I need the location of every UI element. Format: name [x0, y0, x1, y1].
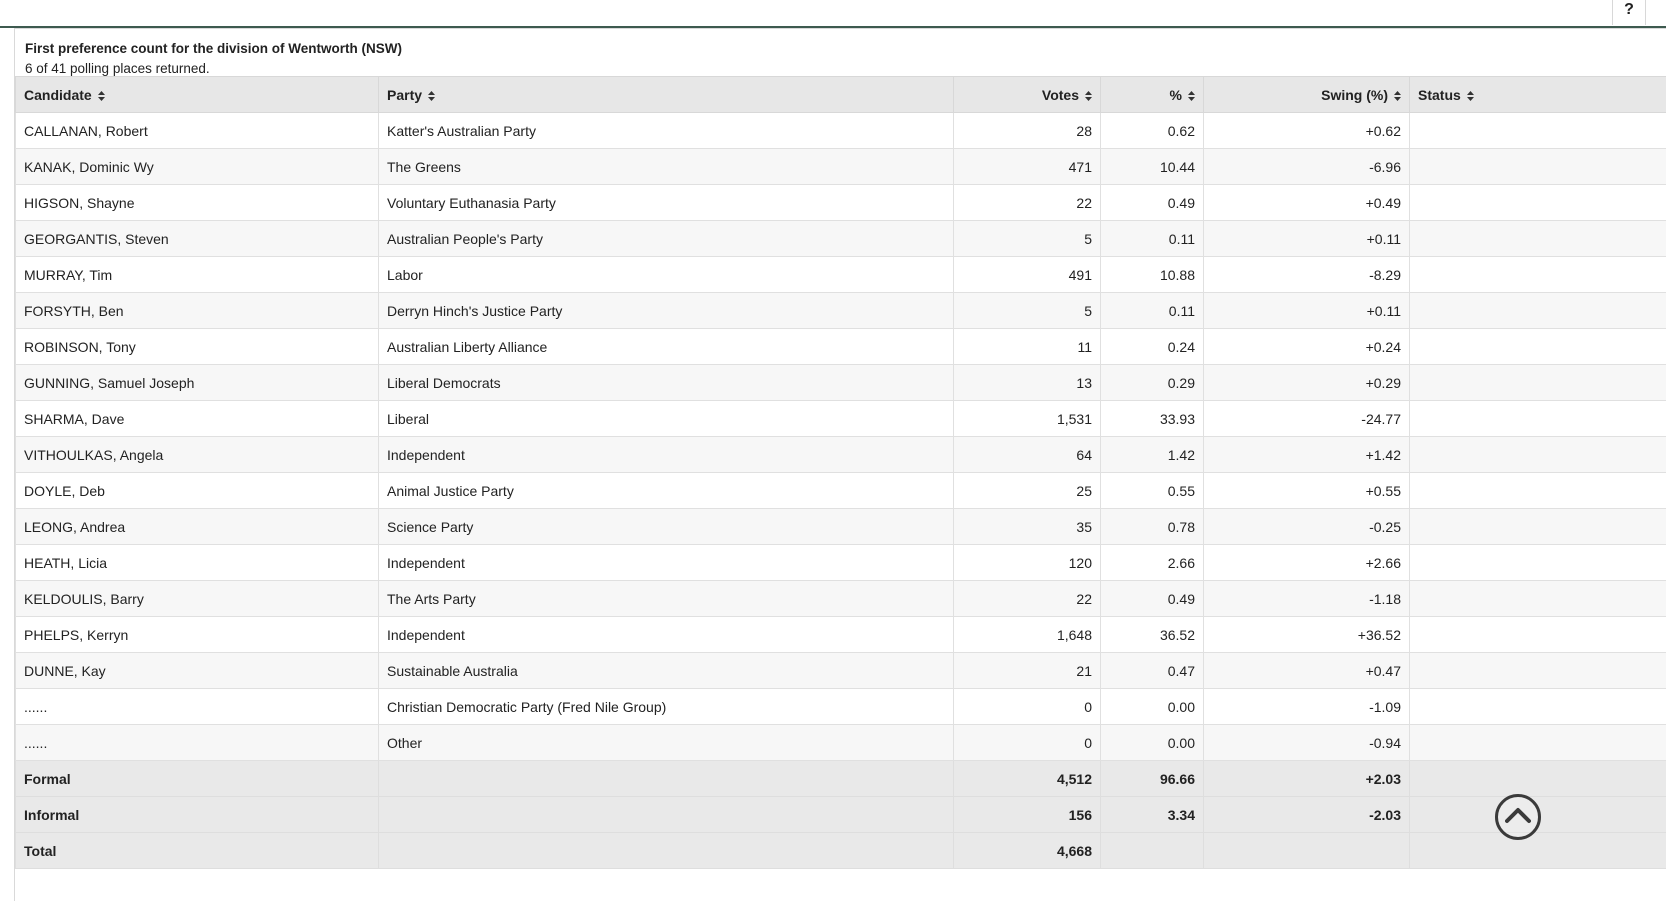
swing-cell: +0.11	[1204, 221, 1410, 257]
percent-cell: 96.66	[1101, 761, 1204, 797]
candidate-cell: ......	[16, 725, 379, 761]
first-preference-table	[15, 76, 1666, 869]
percent-cell: 3.34	[1101, 797, 1204, 833]
party-cell	[379, 797, 954, 833]
votes-cell: 22	[954, 581, 1101, 617]
table-title: First preference count for the division of Wentworth (NSW)	[25, 39, 1657, 59]
percent-cell: 0.49	[1101, 185, 1204, 221]
percent-cell: 36.52	[1101, 617, 1204, 653]
summary-row	[16, 833, 1666, 869]
status-cell	[1410, 401, 1666, 437]
chevron-up-icon	[1505, 806, 1531, 824]
votes-cell: 22	[954, 185, 1101, 221]
candidate-cell: KELDOULIS, Barry	[16, 581, 379, 617]
votes-cell: 28	[954, 113, 1101, 149]
votes-cell: 0	[954, 725, 1101, 761]
sort-icon	[1394, 91, 1401, 101]
candidate-cell: SHARMA, Dave	[16, 401, 379, 437]
column-header-swing[interactable]: Swing (%)	[1204, 77, 1410, 113]
table-row	[16, 257, 1666, 293]
percent-cell: 0.62	[1101, 113, 1204, 149]
table-row	[16, 581, 1666, 617]
votes-cell: 471	[954, 149, 1101, 185]
table-row	[16, 185, 1666, 221]
swing-cell	[1204, 833, 1410, 869]
votes-cell: 156	[954, 797, 1101, 833]
table-row	[16, 329, 1666, 365]
table-row	[16, 653, 1666, 689]
votes-cell: 491	[954, 257, 1101, 293]
swing-cell: +0.24	[1204, 329, 1410, 365]
candidate-cell: Informal	[16, 797, 379, 833]
top-bar	[0, 0, 1666, 28]
party-cell: Labor	[379, 257, 954, 293]
table-row	[16, 437, 1666, 473]
candidate-cell: HIGSON, Shayne	[16, 185, 379, 221]
swing-cell: +1.42	[1204, 437, 1410, 473]
percent-cell	[1101, 833, 1204, 869]
status-cell	[1410, 509, 1666, 545]
party-cell: Independent	[379, 545, 954, 581]
table-row	[16, 113, 1666, 149]
candidate-cell: HEATH, Licia	[16, 545, 379, 581]
votes-cell: 25	[954, 473, 1101, 509]
swing-cell: -6.96	[1204, 149, 1410, 185]
candidate-cell: DOYLE, Deb	[16, 473, 379, 509]
sort-icon	[98, 91, 105, 101]
votes-cell: 1,531	[954, 401, 1101, 437]
candidate-cell: KANAK, Dominic Wy	[16, 149, 379, 185]
candidate-cell: ......	[16, 689, 379, 725]
candidate-cell: FORSYTH, Ben	[16, 293, 379, 329]
votes-cell: 64	[954, 437, 1101, 473]
swing-cell: -1.09	[1204, 689, 1410, 725]
candidate-cell: LEONG, Andrea	[16, 509, 379, 545]
column-header-candidate[interactable]: Candidate	[16, 77, 379, 113]
status-cell	[1410, 221, 1666, 257]
status-cell	[1410, 293, 1666, 329]
swing-cell: -2.03	[1204, 797, 1410, 833]
status-cell	[1410, 257, 1666, 293]
sort-icon	[1467, 91, 1474, 101]
percent-cell: 0.11	[1101, 221, 1204, 257]
percent-cell: 1.42	[1101, 437, 1204, 473]
candidate-cell: GUNNING, Samuel Joseph	[16, 365, 379, 401]
status-cell	[1410, 113, 1666, 149]
table-row	[16, 725, 1666, 761]
status-cell	[1410, 617, 1666, 653]
percent-cell: 0.24	[1101, 329, 1204, 365]
candidate-cell: VITHOULKAS, Angela	[16, 437, 379, 473]
party-cell: Liberal Democrats	[379, 365, 954, 401]
percent-cell: 0.00	[1101, 689, 1204, 725]
party-cell: Christian Democratic Party (Fred Nile Group)	[379, 689, 954, 725]
percent-cell: 0.00	[1101, 725, 1204, 761]
results-panel	[14, 28, 1666, 901]
swing-cell: +0.49	[1204, 185, 1410, 221]
votes-cell: 35	[954, 509, 1101, 545]
status-cell	[1410, 329, 1666, 365]
swing-cell: -0.94	[1204, 725, 1410, 761]
percent-cell: 0.49	[1101, 581, 1204, 617]
scroll-to-top-button[interactable]	[1495, 794, 1541, 840]
votes-cell: 11	[954, 329, 1101, 365]
status-cell	[1410, 725, 1666, 761]
candidate-cell: CALLANAN, Robert	[16, 113, 379, 149]
candidate-cell: PHELPS, Kerryn	[16, 617, 379, 653]
table-row	[16, 689, 1666, 725]
party-cell: Voluntary Euthanasia Party	[379, 185, 954, 221]
votes-cell: 4,512	[954, 761, 1101, 797]
party-cell	[379, 833, 954, 869]
candidate-cell: Total	[16, 833, 379, 869]
table-row	[16, 221, 1666, 257]
sort-icon	[1085, 91, 1092, 101]
table-row	[16, 149, 1666, 185]
column-header-party[interactable]: Party	[379, 77, 954, 113]
status-cell	[1410, 437, 1666, 473]
help-button[interactable]: ?	[1612, 0, 1646, 25]
percent-cell: 0.55	[1101, 473, 1204, 509]
votes-cell: 5	[954, 293, 1101, 329]
table-row	[16, 473, 1666, 509]
percent-cell: 10.88	[1101, 257, 1204, 293]
party-cell: Derryn Hinch's Justice Party	[379, 293, 954, 329]
swing-cell: -8.29	[1204, 257, 1410, 293]
table-row	[16, 545, 1666, 581]
swing-cell: -24.77	[1204, 401, 1410, 437]
header-row	[16, 77, 1666, 113]
votes-cell: 13	[954, 365, 1101, 401]
candidate-cell: DUNNE, Kay	[16, 653, 379, 689]
party-cell: Australian People's Party	[379, 221, 954, 257]
candidate-cell: MURRAY, Tim	[16, 257, 379, 293]
table-row	[16, 293, 1666, 329]
column-header-votes[interactable]: Votes	[954, 77, 1101, 113]
status-cell	[1410, 149, 1666, 185]
candidate-cell: GEORGANTIS, Steven	[16, 221, 379, 257]
column-header-status[interactable]: Status	[1410, 77, 1666, 113]
swing-cell: +0.29	[1204, 365, 1410, 401]
percent-cell: 0.47	[1101, 653, 1204, 689]
summary-row	[16, 797, 1666, 833]
sort-icon	[1188, 91, 1195, 101]
party-cell: Australian Liberty Alliance	[379, 329, 954, 365]
summary-row	[16, 761, 1666, 797]
swing-cell: +2.66	[1204, 545, 1410, 581]
party-cell: Sustainable Australia	[379, 653, 954, 689]
table-row	[16, 401, 1666, 437]
table-row	[16, 365, 1666, 401]
votes-cell: 4,668	[954, 833, 1101, 869]
table-caption	[15, 29, 1666, 76]
party-cell: Liberal	[379, 401, 954, 437]
votes-cell: 21	[954, 653, 1101, 689]
table-row	[16, 617, 1666, 653]
table-row	[16, 509, 1666, 545]
swing-cell: +36.52	[1204, 617, 1410, 653]
percent-cell: 33.93	[1101, 401, 1204, 437]
status-cell	[1410, 473, 1666, 509]
swing-cell: -0.25	[1204, 509, 1410, 545]
status-cell	[1410, 185, 1666, 221]
party-cell	[379, 761, 954, 797]
percent-cell: 0.29	[1101, 365, 1204, 401]
column-header-percent[interactable]: %	[1101, 77, 1204, 113]
percent-cell: 10.44	[1101, 149, 1204, 185]
party-cell: The Arts Party	[379, 581, 954, 617]
status-cell	[1410, 545, 1666, 581]
percent-cell: 2.66	[1101, 545, 1204, 581]
candidate-cell: Formal	[16, 761, 379, 797]
votes-cell: 0	[954, 689, 1101, 725]
status-cell	[1410, 689, 1666, 725]
polling-places-status: 6 of 41 polling places returned.	[25, 59, 1657, 79]
status-cell	[1410, 833, 1666, 869]
percent-cell: 0.11	[1101, 293, 1204, 329]
party-cell: Independent	[379, 617, 954, 653]
swing-cell: +0.47	[1204, 653, 1410, 689]
swing-cell: +0.11	[1204, 293, 1410, 329]
votes-cell: 120	[954, 545, 1101, 581]
swing-cell: +2.03	[1204, 761, 1410, 797]
party-cell: Other	[379, 725, 954, 761]
party-cell: Independent	[379, 437, 954, 473]
votes-cell: 5	[954, 221, 1101, 257]
status-cell	[1410, 653, 1666, 689]
sort-icon	[428, 91, 435, 101]
swing-cell: +0.55	[1204, 473, 1410, 509]
status-cell	[1410, 581, 1666, 617]
status-cell	[1410, 365, 1666, 401]
candidate-cell: ROBINSON, Tony	[16, 329, 379, 365]
percent-cell: 0.78	[1101, 509, 1204, 545]
party-cell: Katter's Australian Party	[379, 113, 954, 149]
swing-cell: -1.18	[1204, 581, 1410, 617]
party-cell: Animal Justice Party	[379, 473, 954, 509]
party-cell: Science Party	[379, 509, 954, 545]
swing-cell: +0.62	[1204, 113, 1410, 149]
status-cell	[1410, 761, 1666, 797]
party-cell: The Greens	[379, 149, 954, 185]
votes-cell: 1,648	[954, 617, 1101, 653]
